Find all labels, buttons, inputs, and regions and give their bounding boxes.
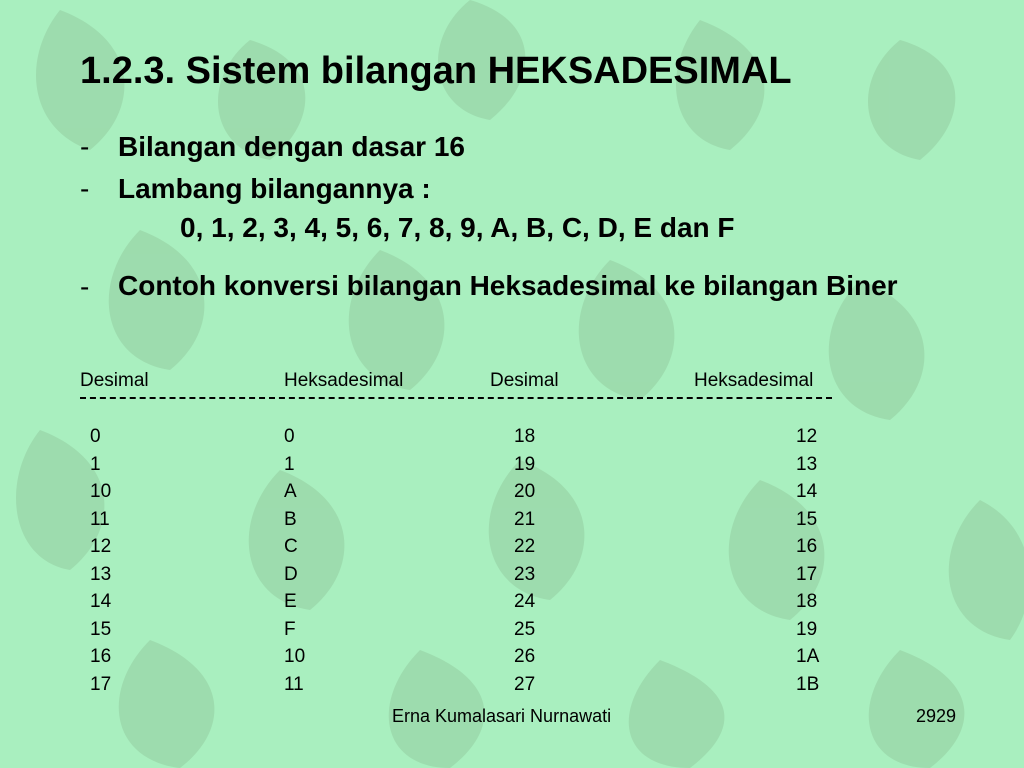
cell-desimal: 12 [90, 536, 112, 557]
cell-desimal-2: 24 [514, 591, 536, 612]
cell-heksadesimal-2: 16 [796, 536, 818, 557]
table-row [0, 646, 1024, 673]
cell-desimal: 11 [90, 508, 110, 530]
cell-desimal-2: 26 [514, 646, 536, 667]
cell-desimal: 10 [90, 481, 112, 502]
cell-heksadesimal-2: 13 [796, 453, 818, 475]
cell-heksadesimal: A [284, 481, 297, 502]
hex-symbols: 0, 1, 2, 3, 4, 5, 6, 7, 8, 9, A, B, C, D, E dan F [180, 212, 735, 243]
cell-heksadesimal: B [284, 508, 297, 530]
slide-title: 1.2.3. Sistem bilangan HEKSADESIMAL [80, 50, 792, 92]
table-row [0, 509, 1024, 536]
cell-desimal-2: 25 [514, 618, 536, 640]
cell-heksadesimal-2: 1B [796, 673, 820, 695]
cell-desimal: 13 [90, 563, 112, 585]
cell-desimal: 0 [90, 426, 101, 447]
bullet-text: Lambang bilangannya : [118, 173, 431, 204]
bullet-text: Contoh konversi bilangan Heksadesimal ke bilangan Biner [118, 270, 898, 301]
cell-heksadesimal-2: 19 [796, 618, 818, 640]
cell-desimal-2: 23 [514, 563, 536, 585]
table-row [0, 454, 1024, 481]
page-number-repeat: 29 [936, 706, 957, 726]
table-row [0, 481, 1024, 508]
cell-heksadesimal: C [284, 536, 298, 557]
cell-desimal: 17 [90, 673, 112, 695]
footer-author: Erna Kumalasari Nurnawati [392, 706, 612, 726]
bullet-dash: - [80, 173, 90, 204]
bullet-text: Bilangan dengan dasar 16 [118, 131, 465, 162]
cell-heksadesimal: D [284, 563, 298, 585]
bullet-dash: - [80, 131, 90, 162]
page-number-value: 29 [916, 706, 937, 726]
cell-desimal-2: 21 [514, 508, 536, 530]
cell-heksadesimal: E [284, 591, 297, 612]
cell-desimal: 1 [90, 453, 101, 475]
bullet-dash: - [80, 271, 90, 302]
header-heksadesimal: Heksadesimal [284, 370, 404, 391]
cell-heksadesimal: 10 [284, 646, 306, 667]
cell-desimal: 16 [90, 646, 112, 667]
cell-heksadesimal-2: 14 [796, 481, 818, 502]
cell-desimal-2: 22 [514, 536, 536, 557]
cell-desimal-2: 18 [514, 426, 536, 447]
cell-heksadesimal: F [284, 618, 296, 640]
cell-heksadesimal-2: 12 [796, 426, 818, 447]
table-row [0, 426, 1024, 453]
cell-desimal: 14 [90, 591, 112, 612]
header-desimal: Desimal [80, 370, 149, 391]
cell-desimal-2: 19 [514, 453, 536, 475]
cell-heksadesimal-2: 15 [796, 508, 818, 530]
cell-desimal: 15 [90, 618, 112, 640]
cell-heksadesimal-2: 18 [796, 591, 818, 612]
header-desimal-2: Desimal [490, 370, 559, 391]
table-row [0, 674, 1024, 701]
cell-heksadesimal-2: 1A [796, 646, 820, 667]
page-number [916, 706, 956, 727]
cell-heksadesimal-2: 17 [796, 563, 818, 585]
cell-heksadesimal: 0 [284, 426, 295, 447]
table-row [0, 619, 1024, 646]
cell-heksadesimal: 1 [284, 453, 295, 475]
table-row [0, 591, 1024, 618]
cell-desimal-2: 20 [514, 481, 536, 502]
table-row [0, 564, 1024, 591]
header-separator [80, 397, 832, 399]
header-heksadesimal-2: Heksadesimal [694, 370, 814, 391]
cell-heksadesimal: 11 [284, 673, 304, 695]
table-row [0, 536, 1024, 563]
cell-desimal-2: 27 [514, 673, 536, 695]
